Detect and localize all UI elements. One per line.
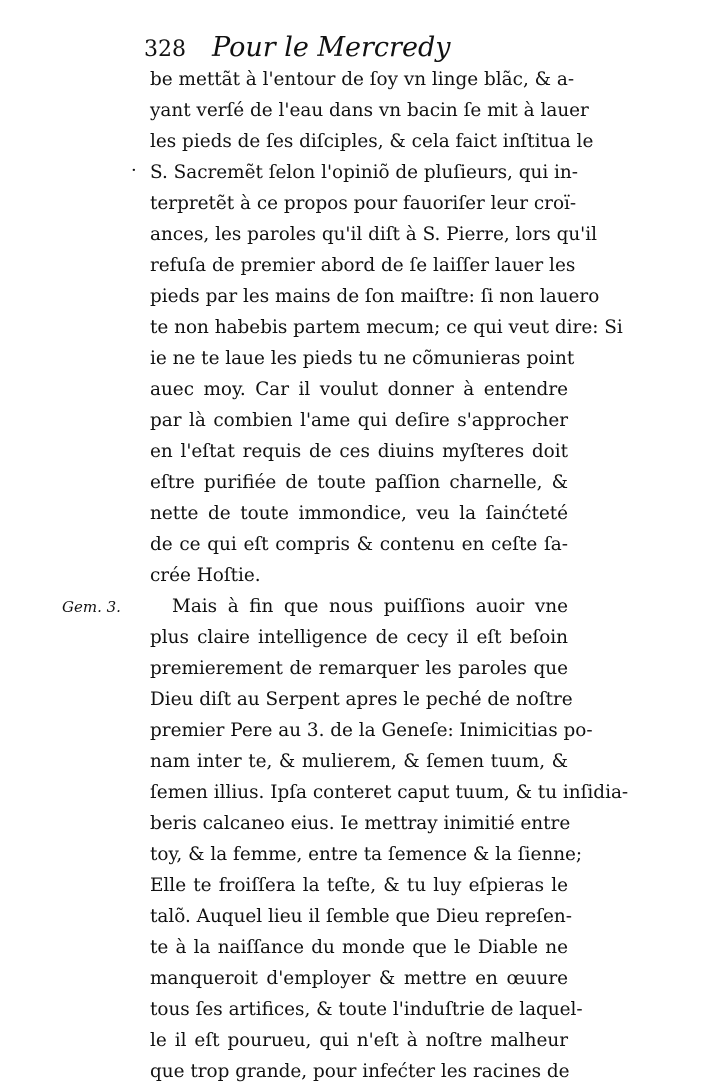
text-line: te à la naiſſance du monde que le Diable ne <box>150 937 568 958</box>
text-line: nam inter te, & mulierem, & ſemen tuum, & <box>150 751 568 772</box>
body-text <box>150 64 629 1087</box>
text-line: auec moy. Car il voulut donner à entendre <box>150 379 568 400</box>
margin-mark: · <box>131 160 137 181</box>
text-line: le il eſt pourueu, qui n'eſt à noſtre malheur <box>150 1030 568 1051</box>
text-line: ances, les paroles qu'il diſt à S. Pierre, lors qu'il <box>150 224 598 245</box>
text-line: Dieu diſt au Serpent apres le peché de noſtre <box>150 689 573 710</box>
text-line: te non habebis partem mecum; ce qui veut dire: Si <box>150 317 623 338</box>
text-line: crée Hoſtie. <box>150 565 261 586</box>
text-line: manqueroit d'employer & mettre en œuure <box>150 968 568 989</box>
text-line: tous ſes artifices, & toute l'induſtrie de laquel- <box>150 999 583 1020</box>
text-line: be mettãt à l'entour de ſoy vn linge blãc, & a- <box>150 69 575 90</box>
text-line: premier Pere au 3. de la Geneſe: Inimicitias po- <box>150 720 593 741</box>
text-line: yant verſé de l'eau dans vn bacin ſe mit à lauer <box>150 100 589 121</box>
text-line: ſemen illius. Ipſa conteret caput tuum, & tu inſidia- <box>150 782 629 803</box>
text-line: talõ. Auquel lieu il ſemble que Dieu repreſen- <box>150 906 572 927</box>
text-line: terpretẽt à ce propos pour fauoriſer leur croï- <box>150 193 577 214</box>
text-line: premierement de remarquer les paroles que <box>150 658 568 679</box>
text-line: ie ne te laue les pieds tu ne cõmunieras point <box>150 348 575 369</box>
page-number: 328 <box>144 37 186 62</box>
text-line: nette de toute immondice, veu la ſainćteté <box>150 503 568 524</box>
running-title: Pour le Mercredy <box>212 32 451 63</box>
text-line: eſtre purifiée de toute paſſion charnelle, & <box>150 472 568 493</box>
text-line: Mais à fin que nous puiſſions auoir vne <box>172 596 568 617</box>
text-line: refuſa de premier abord de ſe laiſſer lauer les <box>150 255 576 276</box>
text-line: plus claire intelligence de cecy il eſt beſoin <box>150 627 568 648</box>
marginal-note: Gem. 3. <box>62 598 121 616</box>
text-line: en l'eſtat requis de ces diuins myſteres doit <box>150 441 568 462</box>
text-line: toy, & la femme, entre ta ſemence & la ſienne; <box>150 844 583 865</box>
text-line: les pieds de ſes diſciples, & cela faict inſtitua le <box>150 131 594 152</box>
text-line: S. Sacremẽt ſelon l'opiniõ de pluſieurs, qui in- <box>150 162 578 183</box>
text-line: pieds par les mains de ſon maiſtre: ſi non lauero <box>150 286 600 307</box>
text-line: beris calcaneo eius. Ie mettray inimitié entre <box>150 813 571 834</box>
text-line: de ce qui eſt compris & contenu en ceſte ſa- <box>150 534 568 555</box>
text-line: par là combien l'ame qui deſire s'approcher <box>150 410 568 431</box>
text-line: Elle te froiſſera la teſte, & tu luy eſpieras le <box>150 875 568 896</box>
text-line: que trop grande, pour infećter les racines de <box>150 1061 570 1082</box>
